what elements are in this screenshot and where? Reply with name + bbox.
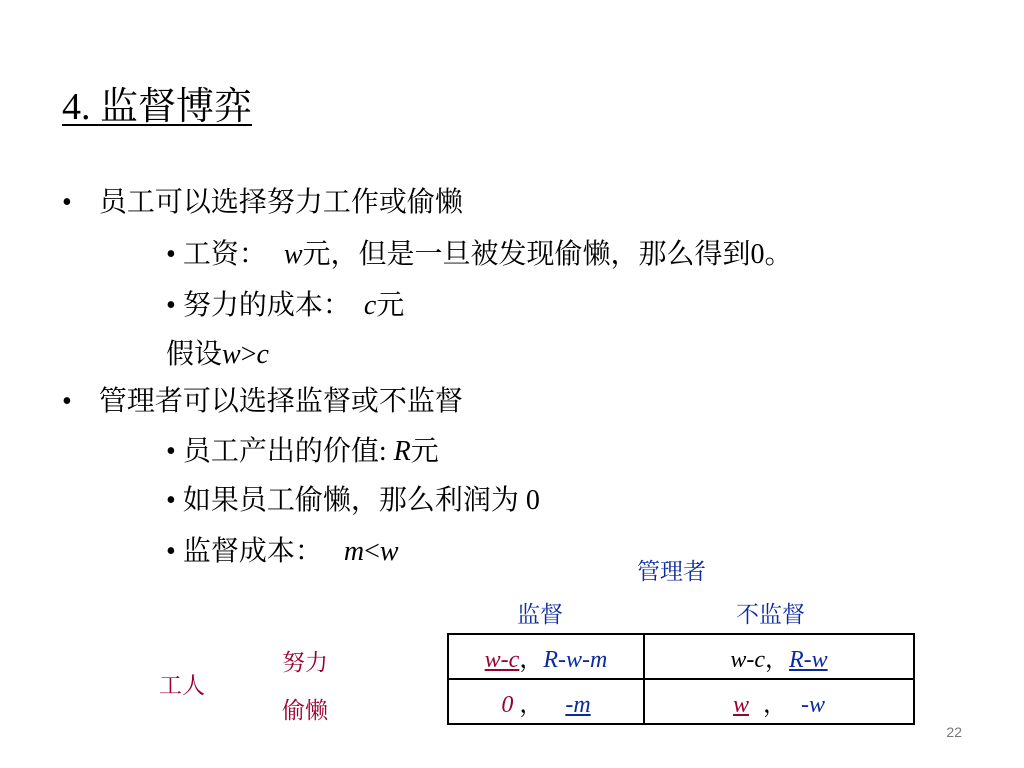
column-strategy-no-monitor: 不监督: [736, 602, 805, 627]
output-value-unit: 元: [410, 436, 439, 467]
payoff-manager: -m: [565, 692, 591, 718]
payoff-manager: -w: [801, 692, 825, 718]
bullet-marker: •: [166, 436, 176, 467]
payoff-separator: ，: [763, 692, 787, 718]
bullet-text: 员工可以选择努力工作或偷懒: [98, 187, 463, 218]
output-value-label: 员工产出的价值:: [182, 436, 387, 467]
bullet-marker: •: [62, 187, 72, 218]
payoff-worker: w: [732, 692, 749, 718]
payoff-row-shirk: [448, 679, 914, 724]
effort-cost-unit: 元: [376, 290, 405, 321]
bullet-marker: •: [166, 239, 176, 270]
profit-zero-text: 如果员工偷懒，那么利润为 0: [182, 485, 540, 516]
bullet-marker: •: [62, 386, 72, 417]
subbullet-profit-zero: [166, 484, 540, 518]
assumption-var-w: w: [222, 339, 241, 370]
payoff-row-work: [448, 634, 914, 679]
row-player-label: 工人: [159, 673, 205, 698]
row-strategy-work: 努力: [282, 650, 328, 675]
subbullet-output-value: [166, 435, 439, 469]
effort-cost-label: 努力的成本：: [182, 290, 351, 321]
assumption-label: 假设: [166, 339, 223, 370]
payoff-cell-work-no-monitor: [644, 634, 914, 679]
assumption-var-c: c: [256, 339, 269, 370]
wage-text: 元，但是一旦被发现偷懒，那么得到0。: [302, 239, 793, 270]
effort-cost-variable: c: [363, 290, 377, 321]
payoff-separator: ，: [519, 692, 544, 718]
bullet-marker: •: [166, 290, 176, 321]
monitor-cost-label: 监督成本：: [182, 536, 323, 567]
payoff-worker: w-c: [730, 647, 765, 673]
payoff-cell-work-monitor: [448, 634, 644, 679]
bullet-marker: •: [166, 485, 176, 516]
column-strategy-monitor: 监督: [517, 602, 563, 627]
column-player-label: 管理者: [637, 559, 706, 584]
monitor-cost-operator: <: [364, 536, 380, 567]
payoff-separator: ，: [519, 647, 544, 673]
slide-title: 4. 监督博弈: [62, 86, 253, 128]
payoff-separator: ，: [764, 647, 789, 673]
payoff-worker: 0: [501, 692, 514, 718]
payoff-manager: R-w-m: [543, 647, 608, 673]
wage-label: 工资：: [182, 239, 267, 270]
wage-variable: w: [283, 239, 303, 270]
subbullet-wage: [166, 238, 793, 272]
payoff-cell-shirk-monitor: [448, 679, 644, 724]
output-value-variable: R: [393, 436, 411, 467]
bullet-text: 管理者可以选择监督或不监督: [98, 386, 463, 417]
payoff-matrix: [447, 633, 915, 725]
row-strategy-shirk: 偷懒: [282, 698, 328, 723]
bullet-employee: [62, 186, 463, 220]
payoff-worker: w-c: [484, 647, 520, 673]
monitor-cost-var-m: m: [343, 536, 365, 567]
payoff-manager: R-w: [788, 647, 828, 673]
bullet-marker: •: [166, 536, 176, 567]
subbullet-monitor-cost: [166, 535, 399, 569]
monitor-cost-var-w: w: [379, 536, 399, 567]
bullet-manager: [62, 385, 463, 419]
subbullet-effort-cost: [166, 289, 404, 323]
page-number: 22: [946, 724, 962, 740]
assumption-operator: >: [240, 339, 257, 370]
assumption-line: [166, 338, 269, 372]
payoff-cell-shirk-no-monitor: [644, 679, 914, 724]
